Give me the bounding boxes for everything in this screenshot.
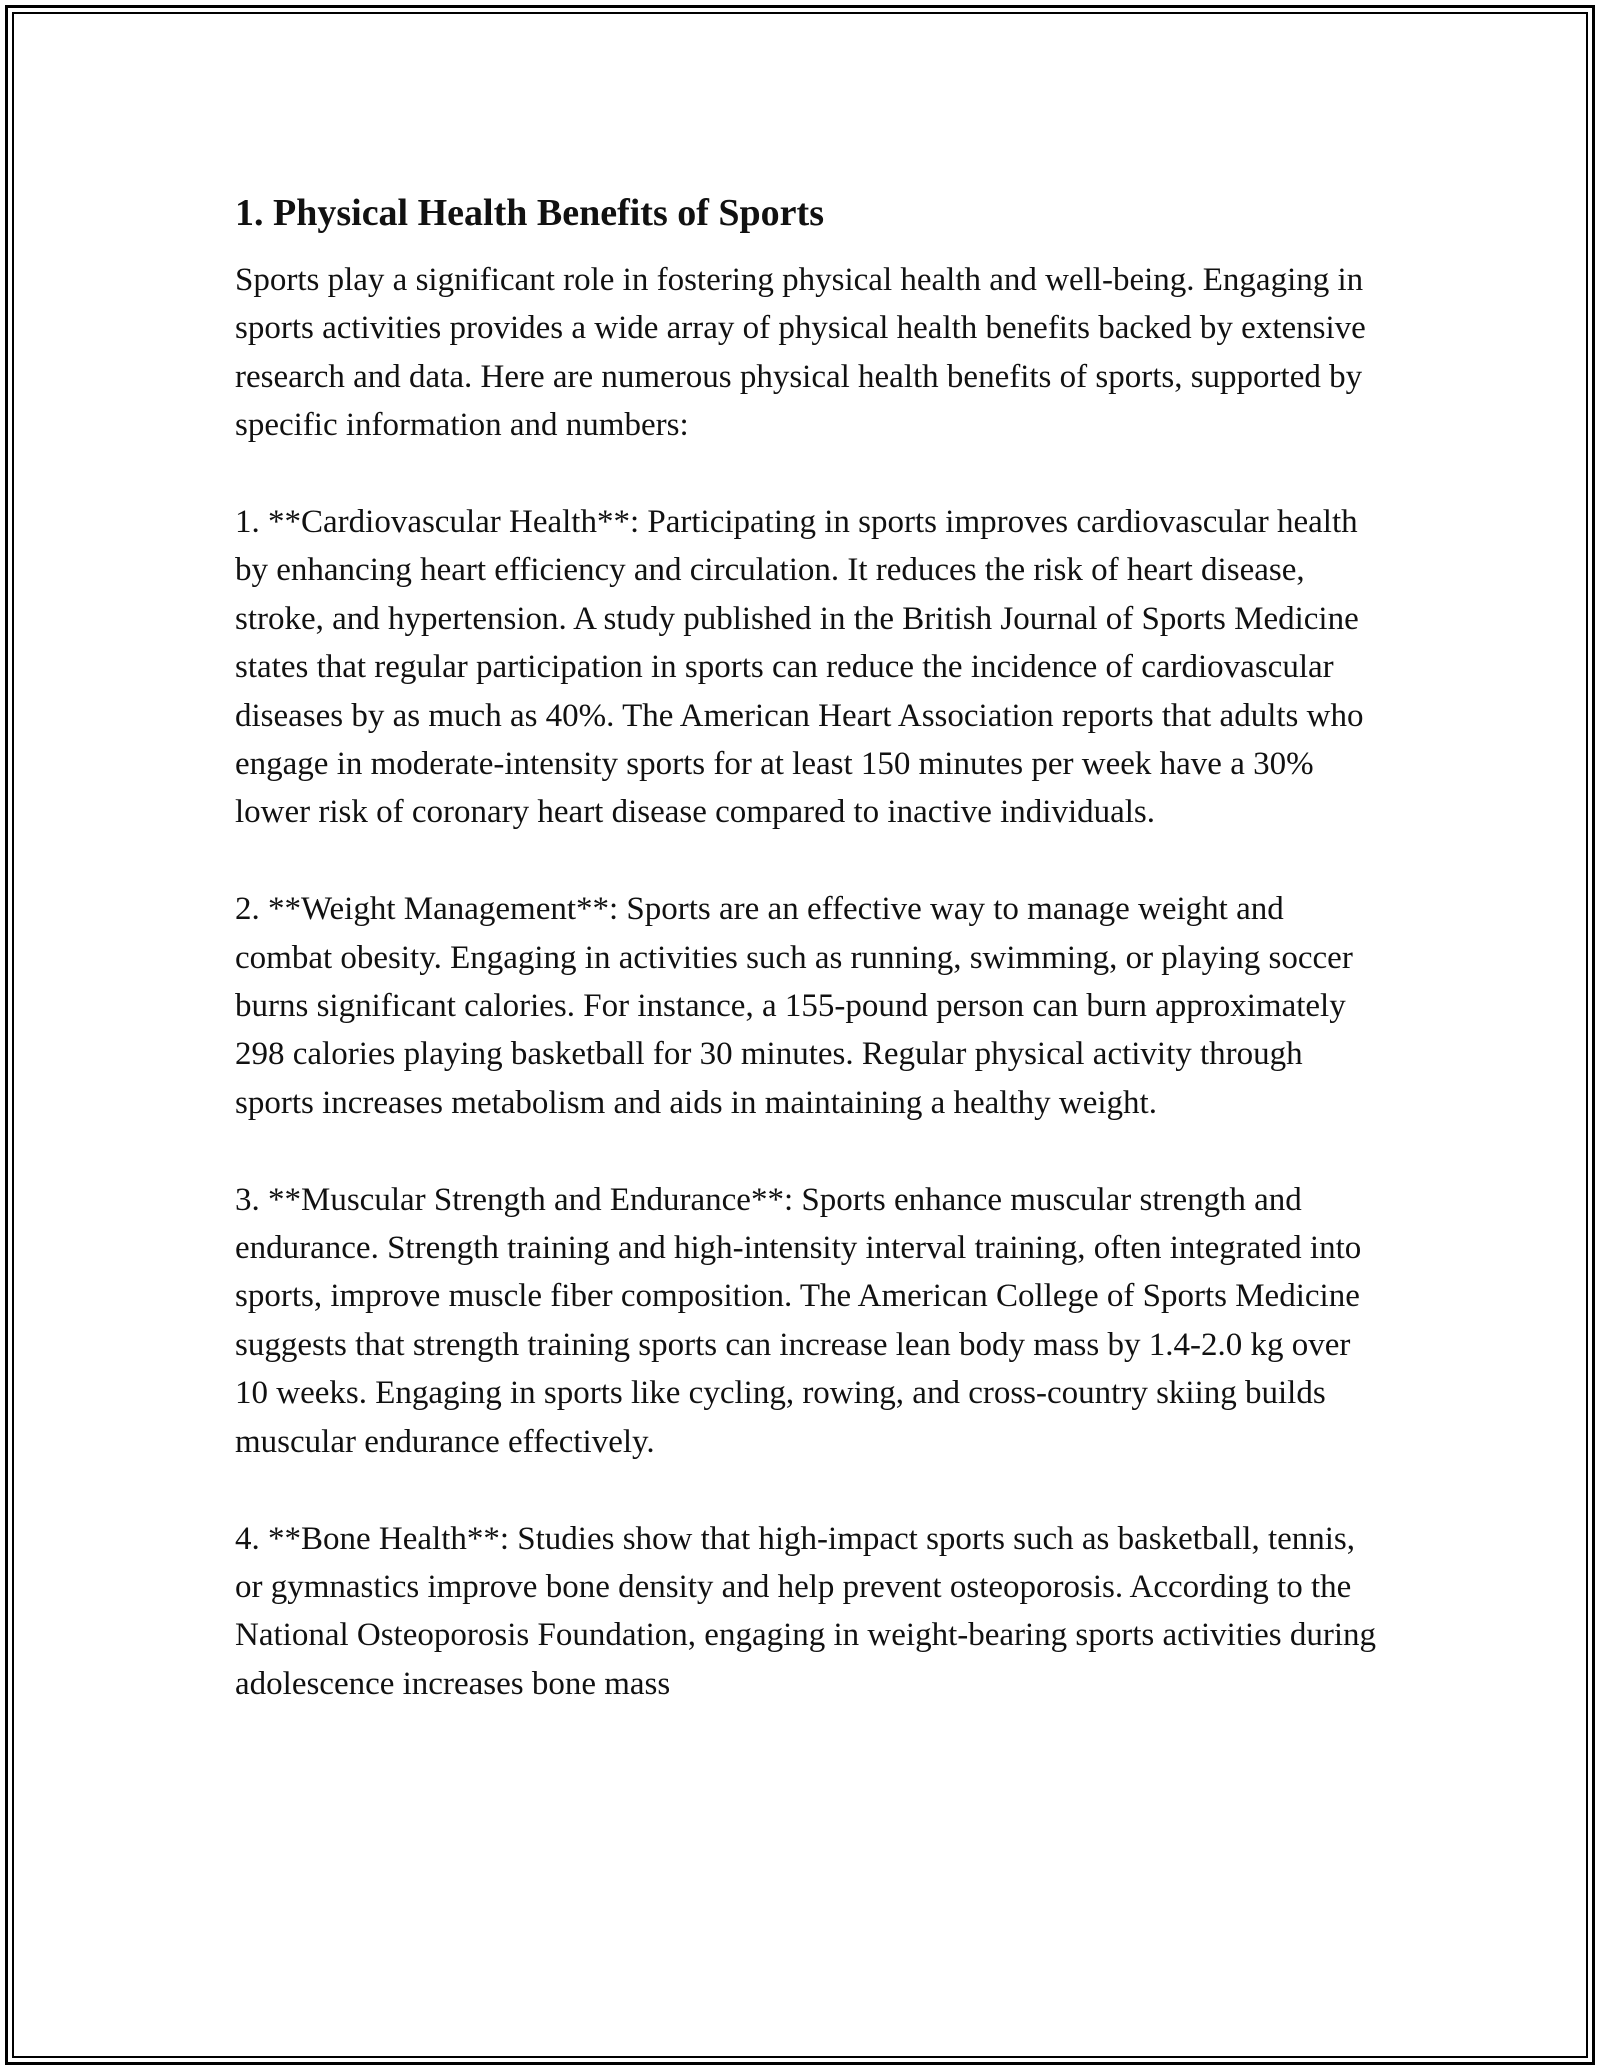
- section-heading: 1. Physical Health Benefits of Sports: [235, 192, 824, 234]
- intro-paragraph: Sports play a significant role in fostering physical health and well-being. Engaging in sports activities provides a wide array of physical health benefits backed by extensive research and data. Here are numerous physical health benefits of sports, supported by specific information and numbers:: [235, 262, 1366, 444]
- document-body: [235, 186, 1385, 1757]
- paragraph-bone-health: 4. **Bone Health**: Studies show that high-impact sports such as basketball, tennis, or gymnastics improve bone density and help prevent osteoporosis. According to the National Osteoporosis Foundation, engaging in weight-bearing sports activities during adolescence increases bone mass: [235, 1520, 1377, 1702]
- paragraph-muscular-strength: 3. **Muscular Strength and Endurance**: Sports enhance muscular strength and endurance. Strength training and high-intensity interval training, often integrated into sports, improve muscle fiber composition. The American College of Sports Medicine suggests that strength training sports can increase lean body mass by 1.4-2.0 kg over 10 weeks. Engaging in sports like cycling, rowing, and cross-country skiing builds muscular endurance effectively.: [235, 1181, 1362, 1460]
- paragraph-cardiovascular-health: 1. **Cardiovascular Health**: Participating in sports improves cardiovascular health by enhancing heart efficiency and circulation. It reduces the risk of heart disease, stroke, and hypertension. A study published in the British Journal of Sports Medicine states that regular participation in sports can reduce the incidence of cardiovascular diseases by as much as 40%. The American Heart Association reports that adults who engage in moderate-intensity sports for at least 150 minutes per week have a 30% lower risk of coronary heart disease compared to inactive individuals.: [235, 504, 1364, 831]
- paragraph-weight-management: 2. **Weight Management**: Sports are an effective way to manage weight and combat obesity. Engaging in activities such as running, swimming, or playing soccer burns significant calories. For instance, a 155-pound person can burn approximately 298 calories playing basketball for 30 minutes. Regular physical activity through sports increases metabolism and aids in maintaining a healthy weight.: [235, 891, 1353, 1121]
